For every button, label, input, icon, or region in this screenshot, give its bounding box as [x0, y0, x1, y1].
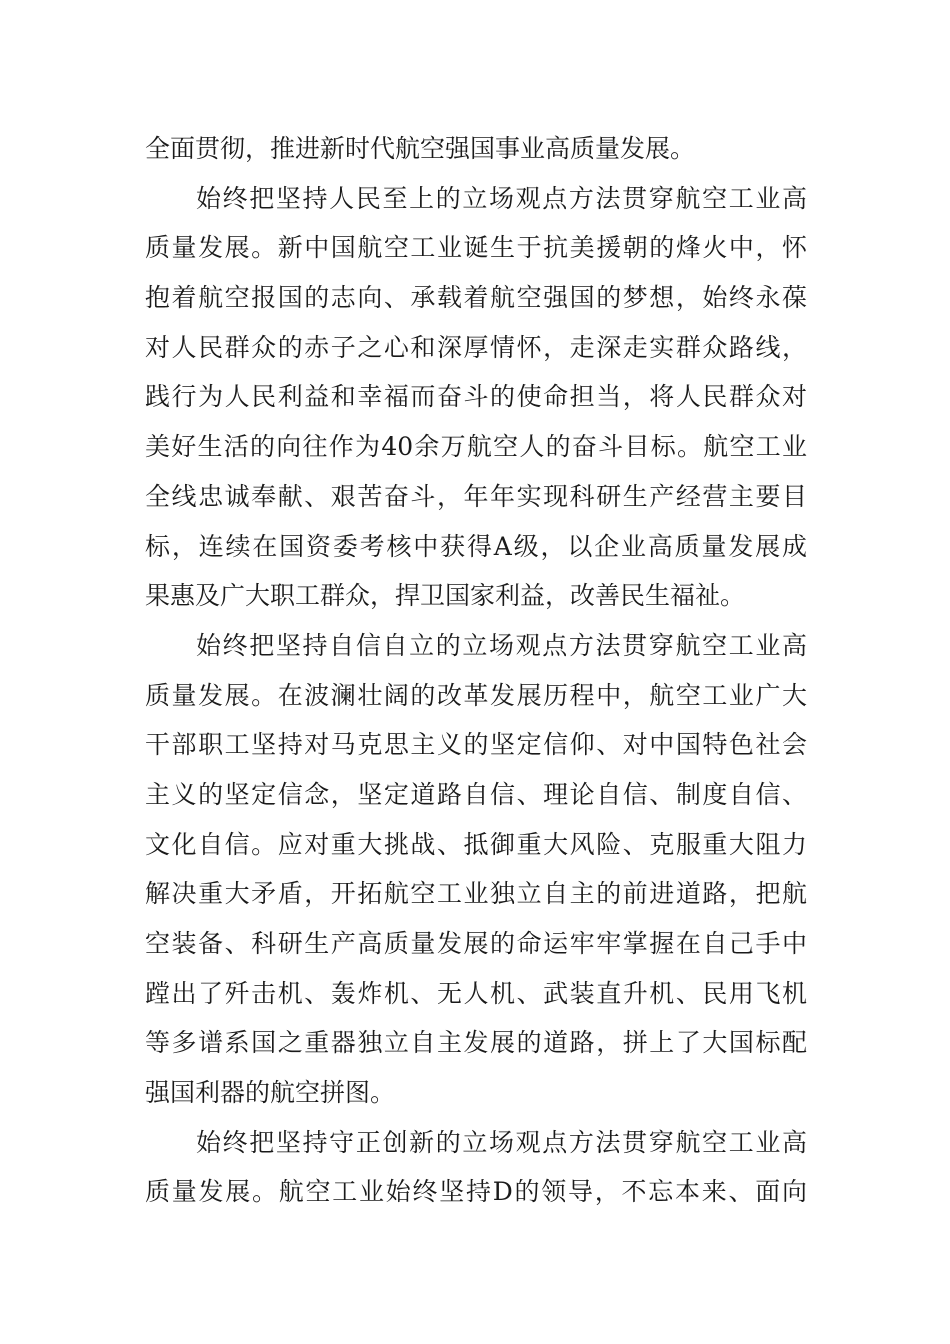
text-line: 质量发展。在波澜壮阔的改革发展历程中，航空工业广大	[145, 680, 807, 710]
text-line: 践行为人民利益和幸福而奋斗的使命担当，将人民群众对	[145, 382, 807, 412]
text-line: 美好生活的向往作为40余万航空人的奋斗目标。航空工业	[145, 432, 807, 462]
text-line: 抱着航空报国的志向、承载着航空强国的梦想，始终永葆	[145, 283, 807, 313]
text-line: 主义的坚定信念，坚定道路自信、理论自信、制度自信、	[145, 779, 807, 809]
text-line: 对人民群众的赤子之心和深厚情怀，走深走实群众路线，	[145, 332, 807, 362]
text-line: 质量发展。新中国航空工业诞生于抗美援朝的烽火中，怀	[145, 233, 807, 263]
text-line: 强国利器的航空拼图。	[145, 1078, 396, 1108]
text-line: 始终把坚持自信自立的立场观点方法贯穿航空工业高	[196, 630, 807, 660]
text-line: 全面贯彻，推进新时代航空强国事业高质量发展。	[145, 134, 696, 163]
text-line: 始终把坚持人民至上的立场观点方法贯穿航空工业高	[196, 183, 807, 213]
text-line: 果惠及广大职工群众，捍卫国家利益，改善民生福祉。	[145, 581, 746, 611]
text-line: 空装备、科研生产高质量发展的命运牢牢掌握在自己手中	[145, 929, 807, 958]
text-line: 等多谱系国之重器独立自主发展的道路，拼上了大国标配	[145, 1028, 807, 1058]
text-line: 干部职工坚持对马克思主义的坚定信仰、对中国特色社会	[145, 730, 807, 760]
text-line: 全线忠诚奉献、艰苦奋斗，年年实现科研生产经营主要目	[145, 481, 807, 511]
text-line: 文化自信。应对重大挑战、抵御重大风险、克服重大阻力	[145, 829, 807, 859]
text-line: 标，连续在国资委考核中获得A级，以企业高质量发展成	[145, 531, 807, 561]
text-line: 质量发展。航空工业始终坚持D的领导，不忘本来、面向	[145, 1177, 807, 1207]
text-line: 蹚出了歼击机、轰炸机、无人机、武装直升机、民用飞机	[145, 978, 807, 1008]
body-text	[145, 124, 807, 1217]
text-line: 解决重大矛盾，开拓航空工业独立自主的前进道路，把航	[145, 879, 807, 909]
text-line: 始终把坚持守正创新的立场观点方法贯穿航空工业高	[196, 1127, 807, 1157]
